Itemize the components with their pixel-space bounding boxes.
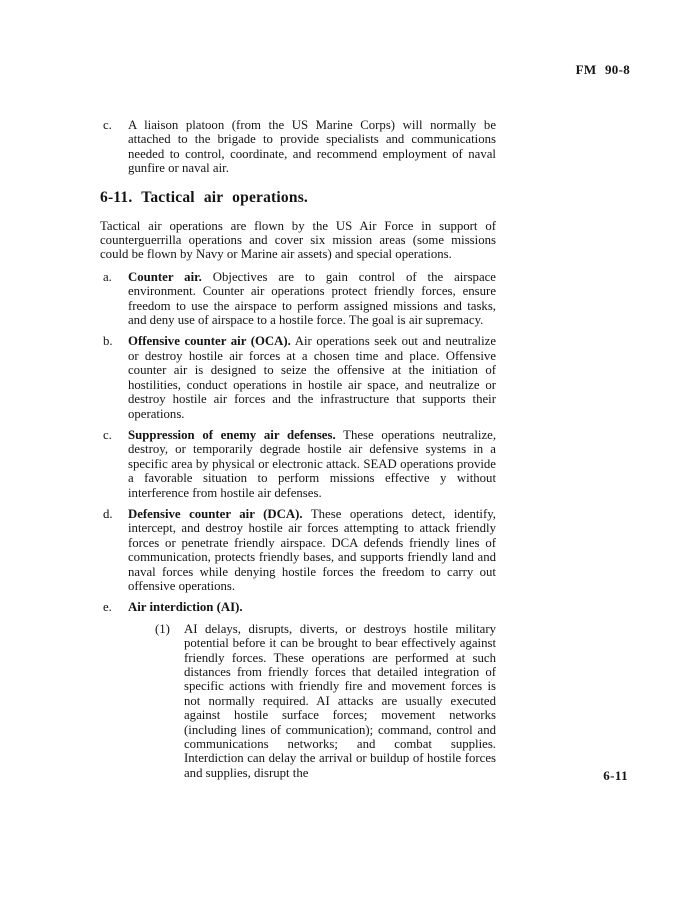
list-item-b-offensive-counter-air [100, 334, 496, 420]
list-item-a-counter-air [100, 270, 496, 328]
list-item-c-liaison [100, 118, 496, 176]
list-item-label: e. [103, 600, 112, 615]
item-body-text: These operations detect, identify, intercept, and destroy hostile air forces attempting to attack friendly forces or penetrate friendly airspace. DCA defends friendly lines of communication, protects friendly bases, and supports friendly land and naval forces while denying hostile forces the freedom to carry out offensive operations. [128, 506, 497, 593]
list-item-c-sead [100, 428, 496, 500]
list-item-label: a. [103, 269, 112, 284]
sub-item-1-ai-delays [100, 622, 496, 780]
section-lead-paragraph: Tactical air operations are flown by the US Air Force in support of counterguerrilla operations and cover six mission areas (some missions could be flown by Navy or Marine air assets) and special operations. [100, 218, 496, 262]
list-item-label: d. [103, 506, 113, 521]
footer-page-number: 6-11 [603, 768, 628, 783]
list-item-text [128, 270, 496, 328]
list-item-text [128, 428, 496, 500]
list-item-label: b. [103, 334, 113, 349]
item-title: Defensive counter air (DCA). [128, 506, 303, 521]
sub-item-text: AI delays, disrupts, diverts, or destroys hostile military potential before it can be brought to bear effectively against friendly forces. These operations are performed at such distances from friendly forces that detailed integration of specific actions with friendly fire and movement forces is not normally required. AI attacks are usually executed against hostile surface forces; movement networks (including lines of communication); command, control and communications networks; and combat supplies. Interdiction can delay the arrival or buildup of hostile forces and supplies, disrupt the [184, 621, 496, 780]
list-item-label: c. [103, 118, 112, 132]
list-item-text: A liaison platoon (from the US Marine Corps) will normally be attached to the brigade to provide specialists and communications needed to control, coordinate, and recommend employment of naval gunfire or naval air. [128, 118, 496, 176]
list-item-label: c. [103, 427, 112, 442]
section-heading: 6-11. Tactical air operations. [100, 188, 309, 206]
item-body-text: These operations neutralize, destroy, or temporarily degrade hostile air defensive systems in a specific area by physical or electronic attack. SEAD operations provide a favorable situation to perform missions effective y without interference from hostile air defenses. [128, 427, 497, 500]
list-item-text [128, 334, 496, 420]
item-title: Suppression of enemy air defenses. [128, 427, 336, 442]
item-body-text: Objectives are to gain control of the airspace environment. Counter air operations protect friendly forces, ensure freedom to use the airspace to perform assigned missions and tasks, and deny use of airspace to a hostile force. The goal is air supremacy. [128, 269, 496, 328]
header-doc-code: FM 90-8 [575, 62, 630, 77]
item-body-text: Air operations seek out and neutralize or destroy hostile air forces at a chosen time and place. Offensive counter air is designed to seize the offensive at the initiation of hostilities, conduct operations in hostile air space, and neutralize or destroy hostile air forces and the infrastructure that supports their operations. [128, 334, 496, 421]
item-title: Counter air. [128, 269, 202, 284]
sub-item-label: (1) [155, 621, 170, 636]
item-title: Air interdiction (AI). [128, 600, 243, 615]
item-title: Offensive counter air (OCA). [128, 334, 291, 349]
list-item-d-defensive-counter-air [100, 507, 496, 593]
page-body [100, 118, 496, 787]
list-item-e-air-interdiction [100, 600, 496, 614]
document-header [576, 62, 630, 78]
document-footer [603, 768, 628, 784]
list-item-text [128, 600, 496, 614]
list-item-text [128, 507, 496, 593]
